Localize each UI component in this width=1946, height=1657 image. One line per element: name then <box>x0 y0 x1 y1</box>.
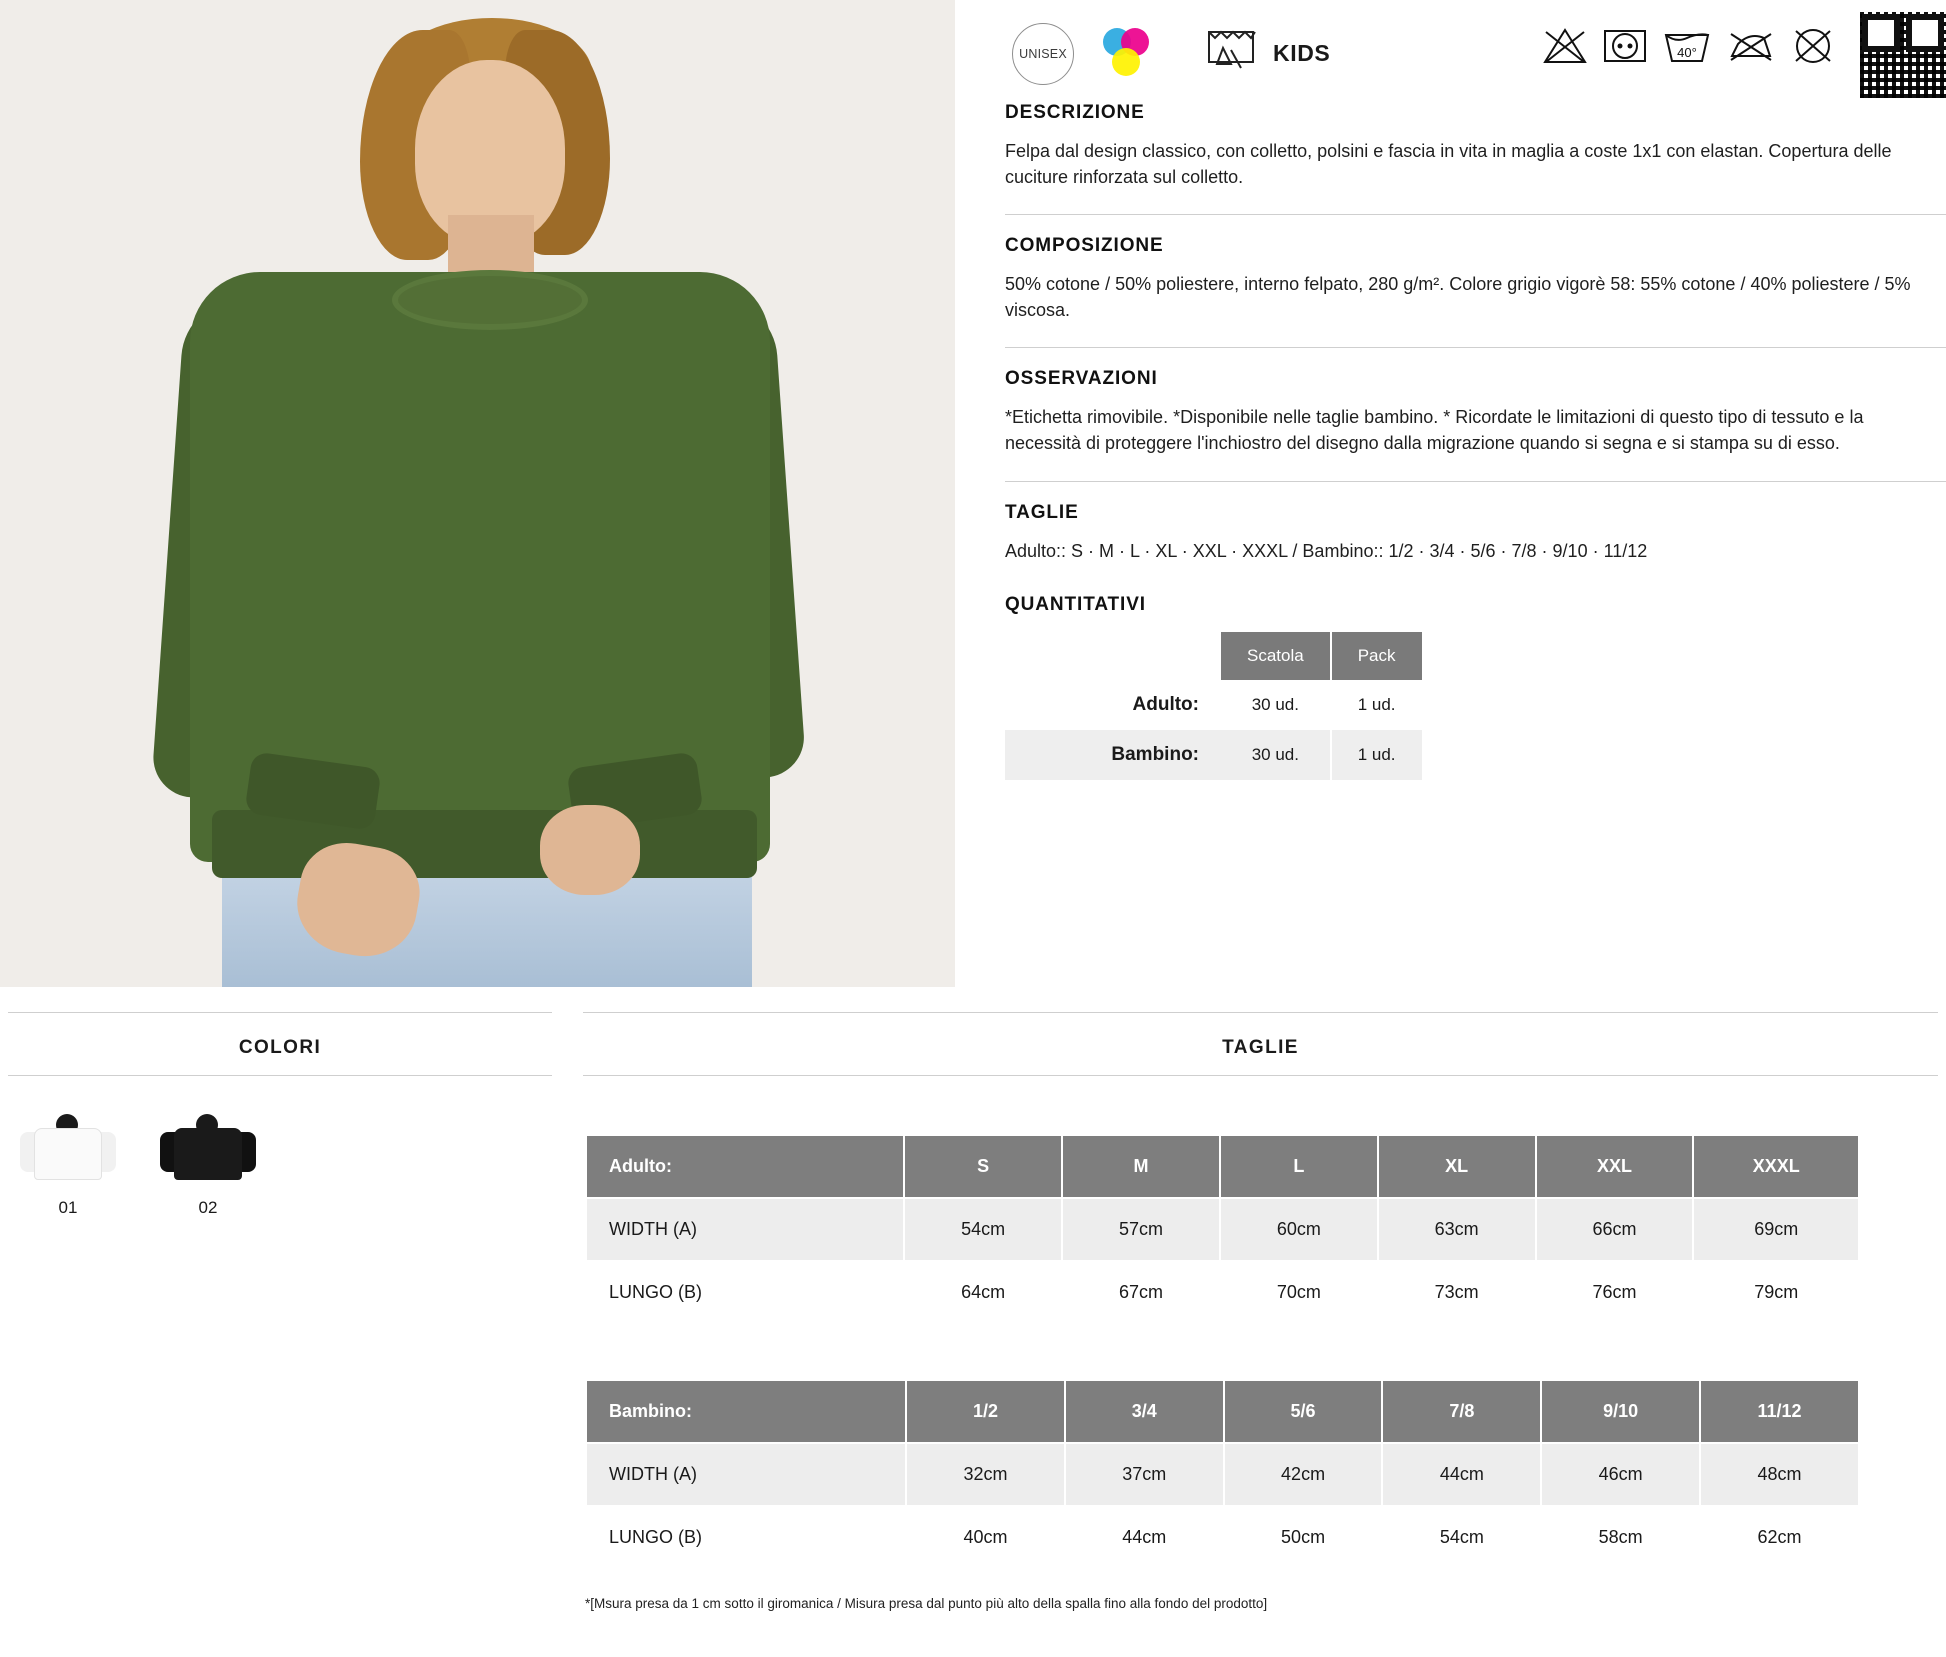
taglie-title: TAGLIE <box>1005 501 1079 523</box>
unisex-label: UNISEX <box>1019 47 1067 61</box>
qt-adulto-pack: 1 ud. <box>1331 680 1423 730</box>
do-not-dryclean-icon <box>1790 26 1836 66</box>
kids-row1-label: LUNGO (B) <box>586 1506 906 1569</box>
quantitativi-title: QUANTITATIVI <box>1005 593 1146 615</box>
adult-header-label: Adulto: <box>586 1135 904 1198</box>
kids-row0-label: WIDTH (A) <box>586 1443 906 1506</box>
osservazioni-title: OSSERVAZIONI <box>1005 368 1158 390</box>
adult-row0-c4: 63cm <box>1378 1198 1536 1261</box>
adult-row1-c5: 76cm <box>1536 1261 1694 1324</box>
table-row <box>586 1198 1859 1261</box>
kids-label: KIDS <box>1273 40 1331 66</box>
sizes-top-rule <box>583 1012 1938 1013</box>
kids-row1-c6: 62cm <box>1700 1506 1859 1569</box>
icon-bar <box>1005 10 1946 102</box>
adult-row1-c3: 70cm <box>1220 1261 1378 1324</box>
kids-header-6: 11/12 <box>1700 1380 1859 1443</box>
adult-row1-c4: 73cm <box>1378 1261 1536 1324</box>
adult-row0-c1: 54cm <box>904 1198 1062 1261</box>
sweatshirt-collar <box>392 270 588 330</box>
product-details-column <box>1005 0 1946 987</box>
adult-row1-c1: 64cm <box>904 1261 1062 1324</box>
adult-row1-label: LUNGO (B) <box>586 1261 904 1324</box>
do-not-iron-icon <box>1726 26 1776 66</box>
kids-header-2: 3/4 <box>1065 1380 1224 1443</box>
composizione-text: 50% cotone / 50% poliestere, interno felpato, 280 g/m². Colore grigio vigorè 58: 55% cotone / 40% poliestere / 5% viscosa. <box>1005 274 1911 321</box>
kids-header-5: 9/10 <box>1541 1380 1700 1443</box>
size-footnote: *[Msura presa da 1 cm sotto il giromanica / Misura presa dal punto più alto della spalla fino alla fondo del prodotto] <box>585 1596 1268 1611</box>
sweatshirt-hem <box>212 810 757 878</box>
table-row <box>586 1443 1859 1506</box>
colors-section <box>0 1012 560 1218</box>
adult-header-s: S <box>904 1135 1062 1198</box>
wash-40-icon <box>1662 26 1712 66</box>
kids-row0-c4: 44cm <box>1382 1443 1541 1506</box>
colors-top-rule <box>8 1012 552 1013</box>
swatch-code: 01 <box>58 1198 78 1217</box>
swatch-body <box>174 1128 242 1180</box>
adult-row0-c5: 66cm <box>1536 1198 1694 1261</box>
adult-row0-c3: 60cm <box>1220 1198 1378 1261</box>
quantities-table <box>1005 632 1424 780</box>
adult-header-xl: XL <box>1378 1135 1536 1198</box>
color-swatch-01[interactable] <box>20 1114 116 1218</box>
tumble-dry-low-icon <box>1602 26 1648 66</box>
qt-header-pack: Pack <box>1331 632 1423 680</box>
adult-header-l: L <box>1220 1135 1378 1198</box>
descrizione-title: DESCRIZIONE <box>1005 102 1145 123</box>
svg-text:40°: 40° <box>1677 45 1697 60</box>
qt-bambino-pack: 1 ud. <box>1331 730 1423 780</box>
osservazioni-text: *Etichetta rimovibile. *Disponibile nelle taglie bambino. * Ricordate le limitazioni di questo tipo di tessuto e la necessità di proteggere l'inchiostro del disegno dalla migrazione quando si segna e si stampa su di esso. <box>1005 407 1864 454</box>
section-quantitativi <box>1005 594 1934 780</box>
divider-3 <box>1005 481 1946 482</box>
kids-row1-c3: 50cm <box>1224 1506 1383 1569</box>
taglie-text: Adulto:: S · M · L · XL · XXL · XXXL / Bambino:: 1/2 · 3/4 · 5/6 · 7/8 · 9/10 · 11/12 <box>1005 540 1648 561</box>
kids-row0-c6: 48cm <box>1700 1443 1859 1506</box>
qt-adulto-scatola: 30 ud. <box>1221 680 1331 730</box>
qt-row-label-adulto: Adulto: <box>1132 693 1199 715</box>
kids-row0-c5: 46cm <box>1541 1443 1700 1506</box>
kids-row1-c1: 40cm <box>906 1506 1065 1569</box>
table-row <box>586 1261 1859 1324</box>
qr-code[interactable] <box>1860 12 1946 98</box>
sizes-title: TAGLIE <box>1222 1037 1299 1058</box>
swatch-body <box>34 1128 102 1180</box>
adult-header-xxl: XXL <box>1536 1135 1694 1198</box>
descrizione-text: Felpa dal design classico, con colletto, polsini e fascia in vita in maglia a coste 1x1 con elastan. Copertura delle cuciture rinforzata sul colletto. <box>1005 141 1892 188</box>
color-swatch-02[interactable] <box>160 1114 256 1218</box>
adult-header-xxxl: XXXL <box>1693 1135 1859 1198</box>
adult-row0-c2: 57cm <box>1062 1198 1220 1261</box>
kids-row0-c3: 42cm <box>1224 1443 1383 1506</box>
kids-row0-c2: 37cm <box>1065 1443 1224 1506</box>
model-right-hand <box>540 805 640 895</box>
size-tables-section <box>575 1012 1946 1611</box>
section-composizione <box>1005 235 1934 323</box>
section-descrizione <box>1005 102 1934 190</box>
kids-header-3: 5/6 <box>1224 1380 1383 1443</box>
section-osservazioni <box>1005 368 1934 456</box>
table-row <box>1005 730 1423 780</box>
table-row <box>586 1506 1859 1569</box>
kids-row1-c4: 54cm <box>1382 1506 1541 1569</box>
kids-header-label: Bambino: <box>586 1380 906 1443</box>
product-photo <box>0 0 955 987</box>
kids-header-4: 7/8 <box>1382 1380 1541 1443</box>
qt-header-scatola: Scatola <box>1221 632 1331 680</box>
adult-header-m: M <box>1062 1135 1220 1198</box>
divider-2 <box>1005 347 1946 348</box>
swatch-shirt-icon <box>160 1114 256 1184</box>
qt-bambino-scatola: 30 ud. <box>1221 730 1331 780</box>
do-not-bleach-icon <box>1542 26 1588 66</box>
care-instructions <box>1542 26 1836 66</box>
color-swatch-list <box>0 1076 560 1218</box>
kids-row1-c5: 58cm <box>1541 1506 1700 1569</box>
adult-row1-c2: 67cm <box>1062 1261 1220 1324</box>
cmyk-yellow-dot <box>1112 48 1140 76</box>
kids-label-icon <box>1201 24 1261 84</box>
adult-size-table <box>585 1134 1860 1325</box>
table-gap <box>575 1325 1946 1379</box>
composizione-title: COMPOSIZIONE <box>1005 235 1164 257</box>
table-row <box>586 1135 1859 1198</box>
kids-row0-c1: 32cm <box>906 1443 1065 1506</box>
unisex-icon <box>1012 23 1074 85</box>
kids-header-1: 1/2 <box>906 1380 1065 1443</box>
adult-row0-c6: 69cm <box>1693 1198 1859 1261</box>
cmyk-print-icon <box>1103 28 1165 84</box>
kids-size-table <box>585 1379 1860 1570</box>
qt-empty-header <box>1005 632 1221 680</box>
kids-row1-c2: 44cm <box>1065 1506 1224 1569</box>
adult-row1-c6: 79cm <box>1693 1261 1859 1324</box>
table-row <box>586 1380 1859 1443</box>
table-row <box>1005 680 1423 730</box>
adult-row0-label: WIDTH (A) <box>586 1198 904 1261</box>
section-taglie-text <box>1005 502 1934 564</box>
divider-1 <box>1005 214 1946 215</box>
swatch-shirt-icon <box>20 1114 116 1184</box>
qt-row-label-bambino: Bambino: <box>1005 730 1221 780</box>
colors-title: COLORI <box>238 1037 322 1058</box>
swatch-code: 02 <box>198 1198 218 1217</box>
